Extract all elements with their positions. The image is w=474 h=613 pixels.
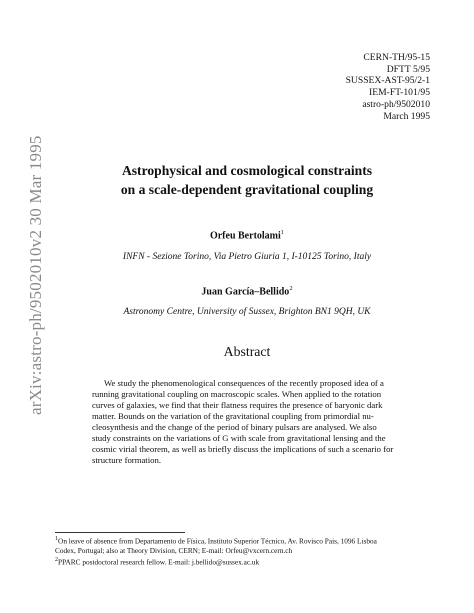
- author-name: Orfeu Bertolami$^1$: [209, 229, 285, 242]
- abstract-body: [92, 378, 402, 466]
- author-affiliation: INFN - Sezione Torino, Via Pietro Giuria 1, I-10125 Torino, Italy: [122, 252, 372, 262]
- title-line: Astrophysical and cosmological constraints: [121, 163, 373, 178]
- abstract-line: study constraints on the variations of G with scale from gravitational lensing and the: [92, 433, 386, 444]
- author-name: Juan García–Bellido$^2$: [201, 285, 293, 298]
- abstract-line: cleosynthesis and the change of the period of binary pulsars are analysed. We also: [92, 422, 377, 433]
- report-number-block: [346, 52, 430, 122]
- footnote-line: $^1$On leave of absence from Departamento de Física, Instituto Superior Técnico, Av. Rovisco Pais, 1096 Lisboa: [55, 536, 377, 546]
- author-affiliation: Astronomy Centre, University of Sussex, Brighton BN1 9QH, UK: [123, 307, 371, 317]
- report-id: astro-ph/9502010: [362, 98, 430, 110]
- report-id: SUSSEX-AST-95/2-1: [345, 75, 430, 87]
- abstract-line: matter. Bounds on the variation of the gravitational coupling from primordial nu-: [92, 411, 374, 422]
- footnote-mark: 1: [280, 229, 285, 236]
- abstract-line: running gravitational coupling on macroscopic scales. When applied to the rotation: [92, 389, 382, 400]
- footnote-mark: 2: [289, 285, 293, 292]
- paper-title: [60, 161, 434, 199]
- footnote-line: $^2$PPARC postdoctoral research fellow. E-mail: j.bellido@sussex.ac.uk: [55, 556, 260, 567]
- title-line: on a scale-dependent gravitational coupling: [120, 182, 374, 197]
- arxiv-stamp: arXiv:astro-ph/9502010v2 30 Mar 1995: [26, 135, 45, 415]
- report-date: March 1995: [383, 110, 430, 122]
- abstract-line: We study the phenomenological consequences of the recently proposed idea of a: [104, 378, 384, 388]
- abstract-line: curves of galaxies, we find that their flatness requires the presence of baryonic dark: [92, 400, 383, 411]
- abstract-line: cosmic virial theorem, as well as briefly discuss the implications of such a scenario for: [92, 444, 394, 455]
- footnote-rule: [55, 532, 185, 533]
- report-id: DFTT 5/95: [386, 63, 430, 75]
- report-id: IEM-FT-101/95: [369, 87, 430, 99]
- footnote-mark: 1: [55, 536, 59, 542]
- report-id: CERN-TH/95-15: [363, 52, 430, 63]
- footnote-line: Codex, Portugal; also at Theory Division, CERN; E-mail: Orfeu@vxcern.cern.ch: [55, 546, 293, 556]
- abstract-line: structure formation.: [92, 455, 161, 466]
- footnotes: [55, 535, 377, 567]
- footnote-mark: 2: [55, 556, 59, 563]
- abstract-heading: Abstract: [223, 344, 271, 359]
